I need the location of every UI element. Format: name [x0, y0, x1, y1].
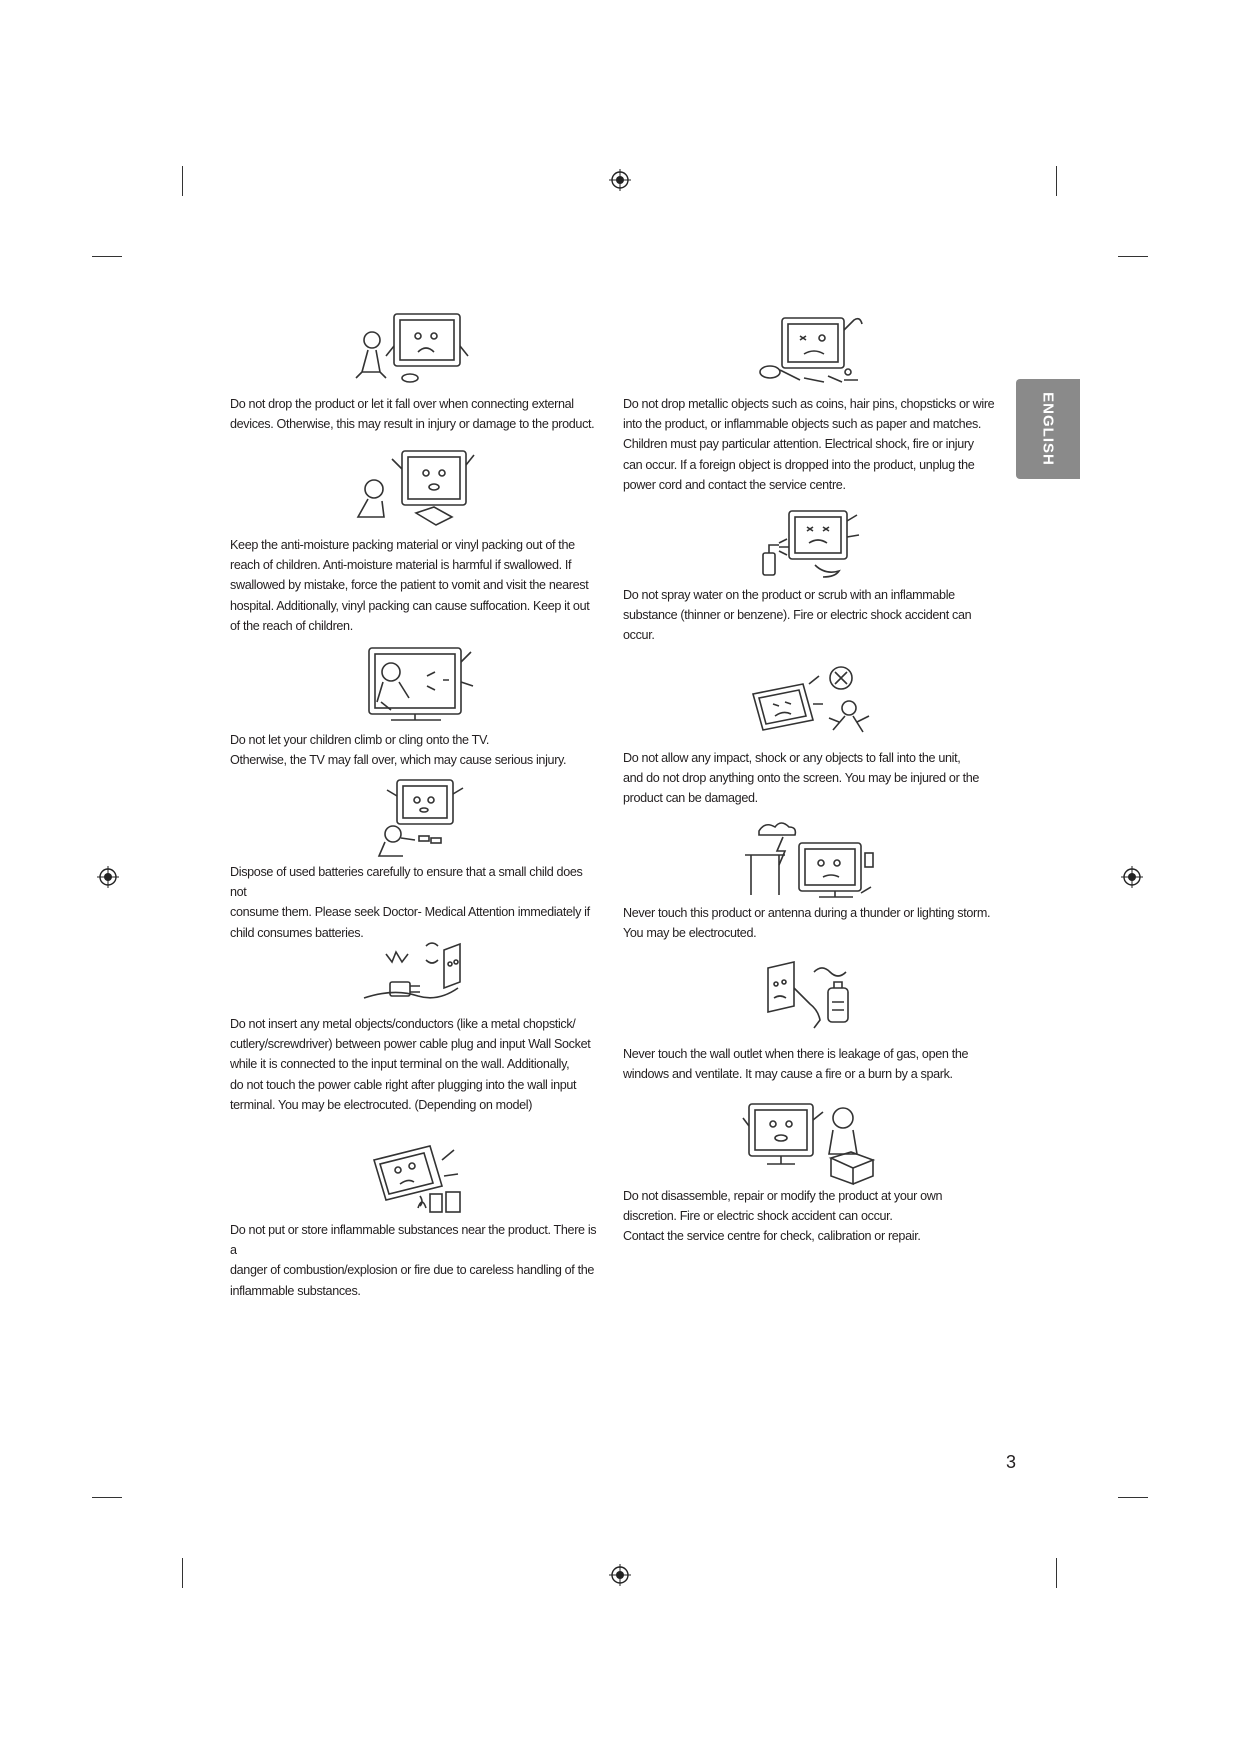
power-plug-metal-illustration: [356, 936, 476, 1014]
registration-mark-icon: [1121, 866, 1143, 888]
safety-item: [230, 642, 602, 770]
crop-mark: [1118, 1497, 1148, 1498]
safety-text: Do not let your children climb or cling onto the TV. Otherwise, the TV may fall over, which may cause serious injury.: [230, 733, 567, 768]
language-tab: [1016, 379, 1080, 479]
disassemble-repair-illustration: [739, 1096, 879, 1186]
crop-mark: [1056, 1558, 1057, 1588]
tv-fall-child-illustration: [354, 306, 478, 394]
crop-mark: [1056, 166, 1057, 196]
safety-item: [623, 306, 995, 495]
safety-item: [623, 1096, 995, 1247]
child-climbing-tv-illustration: [351, 642, 481, 730]
impact-ball-illustration: [739, 664, 879, 748]
registration-mark-icon: [97, 866, 119, 888]
safety-item: [623, 958, 995, 1084]
registration-mark-icon: [609, 169, 631, 191]
crop-mark: [182, 166, 183, 196]
safety-text: Do not put or store inflammable substances near the product. There is a danger of combustion/explosion or fire due to careless handling of the inflammable substances.: [230, 1223, 597, 1298]
lightning-storm-illustration: [739, 817, 879, 903]
metallic-objects-illustration: [744, 306, 874, 394]
safety-item: [230, 936, 602, 1115]
crop-mark: [182, 1558, 183, 1588]
gas-leak-outlet-illustration: [754, 958, 864, 1044]
safety-text: Do not allow any impact, shock or any objects to fall into the unit, and do not drop anything onto the screen. You may be injured or the product can be damaged.: [623, 751, 980, 806]
child-batteries-illustration: [361, 776, 471, 862]
crop-mark: [92, 256, 122, 257]
safety-item: [623, 664, 995, 809]
inflammable-substances-illustration: [356, 1136, 476, 1220]
crop-mark: [92, 1497, 122, 1498]
safety-text: Keep the anti-moisture packing material or vinyl packing out of the reach of children. Anti-moisture material is harmful if swallowed. If swallowed by mistake, force the patient to vomit and visit the nearest hospital. Additionally, vinyl packing can cause suffocation. Keep it out of the reach of children.: [230, 538, 590, 633]
safety-item: [623, 503, 995, 646]
safety-item: [230, 306, 602, 434]
safety-item: [230, 1136, 602, 1301]
page-number: 3: [1006, 1452, 1017, 1472]
spray-water-illustration: [749, 503, 869, 585]
crop-mark: [1118, 256, 1148, 257]
safety-text: Do not drop the product or let it fall over when connecting external devices. Otherwise, this may result in injury or damage to the product.: [230, 397, 595, 432]
safety-item: [230, 776, 602, 943]
safety-text: Do not drop metallic objects such as coins, hair pins, chopsticks or wire into the product, or inflammable objects such as paper and matches. Children must pay particular attention. Electrical shock, fire or injury can occur. If a foreign object is dropped into the product, unplug the power cord and contact the service centre.: [623, 397, 995, 492]
safety-text: Do not insert any metal objects/conductors (like a metal chopstick/ cutlery/screwdriver) between power cable plug and input Wall Socket while it is connected to the input terminal on the wall. Additionally, do not touch the power cable right after plugging into the wall input terminal. You may be electrocuted. (Depending on model): [230, 1017, 591, 1112]
language-tab-label: ENGLISH: [1039, 392, 1057, 466]
safety-text: Do not spray water on the product or scrub with an inflammable substance (thinner or benzene). Fire or electric shock accident can occur.: [623, 588, 972, 643]
registration-mark-icon: [609, 1564, 631, 1586]
safety-text: Do not disassemble, repair or modify the product at your own discretion. Fire or electric shock accident can occur. Contact the service centre for check, calibration or repair.: [623, 1189, 943, 1244]
safety-text: Never touch this product or antenna during a thunder or lighting storm. You may be electrocuted.: [623, 906, 991, 941]
child-packing-illustration: [346, 445, 486, 535]
safety-item: [623, 817, 995, 943]
safety-text: Dispose of used batteries carefully to ensure that a small child does not consume them. Please seek Doctor- Medical Attention immediately if child consumes batteries.: [230, 865, 590, 940]
safety-item: [230, 445, 602, 636]
safety-text: Never touch the wall outlet when there is leakage of gas, open the windows and ventilate. It may cause a fire or a burn by a spark.: [623, 1047, 969, 1082]
